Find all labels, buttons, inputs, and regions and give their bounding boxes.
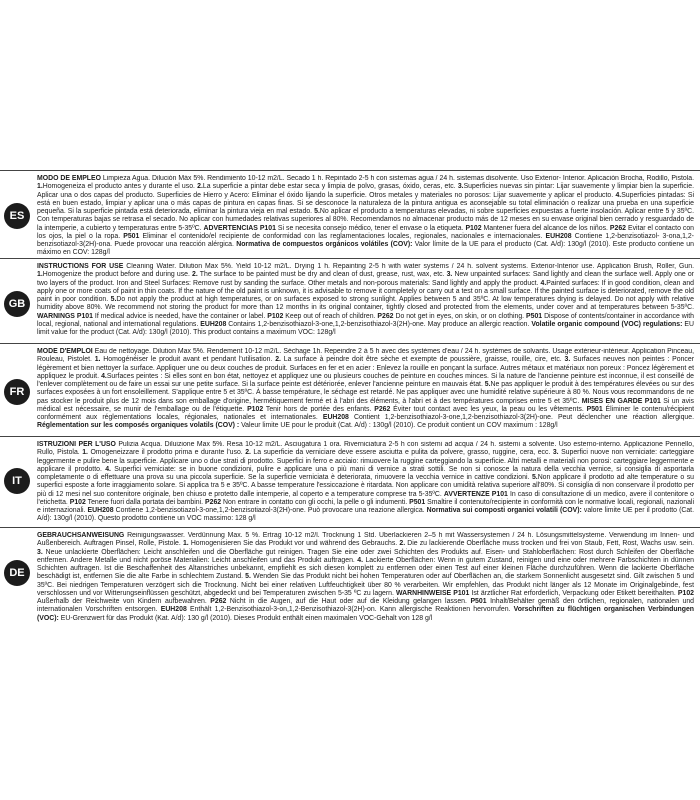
text-run: Reinigungswasser. Verdünnung Max. 5 %. Ertrag 10-12 m2/l. Trocknung 1 Std. Überlackieren 2–5 h mit Wassersystemen / 24 h. Lösungsmittelsysteme. Verwendung im Innen- und Außenbereich. Auftragen Pinsel, Rolle, Pistole.	[37, 532, 694, 548]
text-run: Éliminer le contenu/récipient conformément aux réglementations locales, régionales, nationales et internationales.	[37, 405, 694, 421]
text-run: Homogénéiser le produit avant et pendant l'utilisation.	[100, 356, 276, 364]
bold-text-run: 4.	[540, 279, 547, 287]
section-text-de	[37, 532, 694, 623]
section-gb	[0, 258, 700, 341]
text-run: Superficies nuevas sin pintar: Lijar suavemente y limpiar bien la superficie. Aplicar una o dos capas del producto. Superficies de Hierro y Acero: Eliminar el óxido lijando la superficie. Otros metales y materiales no porosos: Lijar suavemente y aplicar el producto.	[37, 183, 694, 199]
text-run: Homogenisieren Sie das Produkt vor und während des Gebrauchs.	[188, 540, 400, 548]
bold-text-run: P501	[409, 498, 426, 506]
bold-text-run: AVVERTENZE P101	[443, 490, 508, 498]
bold-text-run: P501	[526, 312, 543, 320]
text-run: Lackierte Oberflächen: Wenn in gutem Zustand, reinigen und eine oder mehrere Farbschichten in dünnen Schichten auftragen. Ist die Beschaffenheit des Altanstriches unbekannt, empfiehlt es sich diesen komplett zu entfernen oder einen Test auf einer kleinen Fläche durchzuführen. Wenn die lackierte Oberfläche beschädigt ist, entfernen Sie die alte Farbe in schlechtem Zustand.	[37, 556, 694, 581]
bold-text-run: Réglementation sur les composés organiques volatils (COV) :	[37, 422, 240, 430]
bold-text-run: P501	[123, 232, 140, 240]
bold-text-run: P102	[267, 312, 284, 320]
text-run: In caso di consultazione di un medico, avere il contenitore o l'etichetta.	[37, 490, 694, 506]
section-text-es	[37, 175, 694, 258]
bold-text-run: Normativa sui composti organici volatili (COV):	[426, 507, 582, 514]
text-run: EU-Grenzwert für das Produkt (Kat. A/d): 130 g/l (2010). Dieses Produkt enthält einen maximalen VOC-Gehalt von 128 g/l	[58, 614, 433, 622]
bold-text-run: 4.	[101, 372, 107, 380]
text-run: Neue unlackierte Oberflächen: Leicht anschleifen und die Oberfläche gut reinigen. Tragen Sie eine oder zwei Schichten des Produkts auf. Eisen- und Stahloberflächen: Rost durch Schleifen der Oberfläche entfernen. Andere Metalle und nicht poröse Materialien: Leicht anschleifen und das Produkt auftragen.	[37, 548, 694, 564]
bold-text-run: Volatile organic compound (VOC) regulations:	[531, 320, 683, 328]
section-es	[0, 170, 700, 257]
text-run: Surfaces peintes : Si elles sont en bon état, nettoyez et appliquez une ou plusieurs couches de peinture en couches minces. Si la nature de l'ancienne peinture est inconnue, il est conseillé de l'enlever complètement ou de faire un essai sur une petite surface. Si la surface peinte est détériorée, enlever l'ancienne peinture en mauvais état.	[37, 372, 694, 388]
text-run: Painted surfaces: If in good condition, clean and apply one or more coats of paint in thin coats. If the nature of the old paint is unknown, it is advisable to remove it completely or carry out a test on a small surface. If the painted surface is deteriorated, remove the old paint in poor condition.	[37, 279, 694, 303]
text-run: valore limite UE per il prodotto (Cat. A/d): 130g/l (2010). Questo prodotto contiene un VOC massimo: 128 g/l	[37, 507, 694, 523]
bold-text-run: 2.	[197, 183, 203, 191]
section-fr	[0, 343, 700, 435]
bold-text-run: GEBRAUCHSANWEISUNG	[37, 532, 125, 539]
language-badge-de: DE	[4, 560, 30, 586]
text-run: New unpainted surfaces: Sand lightly and clean the surface well. Apply one or two layers of the product. Iron and Steel Surfaces: Remove rust by sanding the surface. Other metals and non-porous materials: Sand lightly and apply the product.	[37, 271, 694, 287]
bold-text-run: 1.	[94, 356, 101, 364]
bold-text-run: 1.	[37, 183, 43, 191]
bold-text-run: P262	[374, 405, 391, 413]
text-run: Mantener fuera del alcance de los niños.	[481, 224, 610, 232]
text-run: Homogenize the product before and during use.	[42, 271, 193, 279]
text-run: Contains 1,2-benzisothiazol-3-one,1,2-benzisothiazol-3(2H)-one. May produce an allergic reaction.	[226, 320, 532, 328]
section-text-fr	[37, 348, 694, 431]
text-run: Cleaning Water. Dilution Max 5%. Yield 10-12 m2/L. Drying 1 h. Repainting 2-5 h with water systems / 24 h. solvent systems. Exterior-Interior use. Application Brush, Roller, Gun.	[123, 263, 694, 270]
text-run: La surface à peindre doit être sèche et exempte de poussière, graisse, rouille, cire, etc.	[280, 356, 565, 364]
section-text-it	[37, 441, 694, 524]
text-run: Limpieza Agua. Dilución Máx 5%. Rendimiento 10-12 m2/L. Secado 1 h. Repintado 2-5 h con sistemas agua / 24 h. sistemas disolvente. Uso Exterior- Interior. Aplicación Brocha, Rodillo, Pistola.	[100, 175, 694, 182]
text-run: Contient 1,2-benzisothiazol-3-one,1,2-benzisothiazol-3(2H)-one. Peut déclencher une réaction allergique.	[348, 414, 694, 421]
bold-text-run: MODO DE EMPLEO	[37, 175, 101, 182]
text-run: EU limit value for the product (Cat. A/d): 130g/l (2010). This product contains a maximum VOC: 128g/l	[37, 320, 694, 336]
bold-text-run: P262	[377, 312, 394, 320]
section-text-gb	[37, 263, 694, 337]
language-badge-it: IT	[4, 468, 30, 494]
bold-text-run: 4.	[105, 465, 111, 473]
bold-text-run: 2.	[245, 449, 251, 457]
bold-text-run: ADVERTENCIAS P101	[203, 224, 276, 232]
text-run: Eau de nettoyage. Dilution Max 5%. Rendement 10-12 m2/L. Séchage 1h. Repeindre 2 à 5 h avec des systèmes d'eau / 24 h. systèmes de solvants. Usage extérieur-intérieur. Application Pinceau, Rouleau, Pistolet.	[37, 348, 694, 364]
bold-text-run: 1.	[182, 540, 189, 548]
text-run: Tenere fuori dalla portata dei bambini.	[85, 498, 206, 506]
text-run: The surface to be painted must be dry and clean of dust, grease, rust, wax, etc.	[197, 271, 447, 279]
bold-text-run: P262	[609, 224, 626, 232]
text-run: Omogeneizzare il prodotto prima e durante l'uso.	[87, 449, 246, 457]
bold-text-run: 3.	[446, 271, 453, 279]
bold-text-run: P501	[470, 598, 487, 605]
bold-text-run: 3.	[564, 356, 571, 364]
text-run: Pulizia Acqua. Diluizione Max 5%. Resa 10-12 m2/L. Asciugatura 1 ora. Riverniciatura 2-5 h con sistemi ad acqua / 24 h. sistemi a solvente. Uso esterno-interno. Applicazione Pennello, Rullo, Pistola.	[37, 441, 694, 457]
bold-text-run: 1.	[82, 449, 88, 457]
text-run: If medical advice is needed, have the container or label.	[92, 312, 268, 320]
bold-text-run: EUH208	[160, 606, 187, 614]
bold-text-run: P501	[586, 405, 603, 413]
bold-text-run: 2.	[192, 271, 198, 279]
text-run: Nicht in die Augen, auf die Haut oder auf die Kleidung gelangen lassen.	[226, 598, 471, 605]
text-run: Contiene 1,2-benzisotiazol-3-one,1,2-benzisotiazol-3(2H)-one. Può provocare una reazione allergica.	[113, 507, 427, 514]
text-run: Valor límite de la UE para el producto (Cat. A/d): 130g/l (2010). Este producto contiene un máximo en COV: 128g/l	[37, 241, 694, 257]
text-run: Die zu lackierende Oberfläche muss trocken und frei von Staub, Fett, Rost, Wachs usw. sein.	[405, 540, 694, 548]
text-run: Inhalt/Behälter gemäß den örtlichen, regionalen, nationalen und internationalen Vorschriften entsorgen.	[37, 598, 694, 614]
text-run: Do not apply the product at high temperatures, or on surfaces exposed to strong sunlight. Applies between 5 and 35ºC. At low temperatures drying is delayed. Do not apply with relative humidity above 80%. We recommend not storing the product for more than 12 months in its original container, tightly closed and protected from the elements, under cover and at temperatures between 5-35ºC.	[37, 296, 694, 312]
bold-text-run: 3.	[552, 449, 559, 457]
text-run: Éviter tout contact avec les yeux, la peau ou les vêtements.	[390, 405, 587, 413]
bold-text-run: 5.	[314, 208, 320, 215]
bold-text-run: EUH208	[200, 320, 227, 328]
text-run: Ist ärztlicher Rat erforderlich, Verpackung oder Etikett bereithalten.	[469, 589, 678, 597]
text-run: La superficie da verniciare deve essere asciutta e pulita da polvere, grasso, ruggine, cera, ecc.	[250, 449, 553, 457]
text-run: Do not get in eyes, on skin, or on clothing.	[393, 312, 527, 320]
text-run: Dispose of contents/container in accordance with local, regional, national and international regulations.	[37, 312, 694, 328]
text-run: Superfici nuove non verniciate: carteggiare leggermente e pulire bene la superficie. Applicare uno o due strati di prodotto. Superfici in ferro e acciaio: rimuovere la ruggine carteggiando la superficie. Altri metalli e materiali non porosi: carteggiare leggermente e applicare il prodotto.	[37, 449, 694, 473]
bold-text-run: 2.	[399, 540, 406, 548]
text-run: Contiene 1,2-benzisotiazol- 3-ona,1,2-benzisotiazol-3(2H)-ona. Puede provocar una reacción alérgica.	[37, 232, 694, 248]
bold-text-run: 5.	[110, 296, 117, 303]
bold-text-run: P102	[247, 405, 264, 413]
bold-text-run: Vorschriften zu flüchtigen organischen Verbindungen (VOC):	[37, 606, 694, 622]
text-run: Evitar el contacto con los ojos, la piel o la ropa.	[37, 224, 694, 240]
bold-text-run: ISTRUZIONI PER L'USO	[37, 441, 116, 448]
text-run: No aplicar el producto a temperaturas elevadas, ni sobre superficies expuestas a fuerte insolación. Aplicar entre 5 y 35ºC. Con temperaturas bajas se retrasa el secado. No aplicar con humedades relativas superiores al 80%. Recomendamos no almacenar producto más de 12 meses en su envase original bien cerrado y resguardado de la intemperie, a cubierto y temperaturas entre 5-35ºC.	[37, 208, 694, 232]
text-run: Außerhalb der Reichweite von Kindern aufbewahren.	[37, 598, 211, 605]
language-badge-fr: FR	[4, 379, 30, 405]
bold-text-run: WARNINGS P101	[37, 312, 93, 320]
bold-text-run: 5.	[245, 573, 251, 581]
text-run: Non entrare in contatto con gli occhi, la pelle o gli indumenti.	[221, 498, 410, 506]
bold-text-run: 1.	[37, 271, 43, 279]
bold-text-run: EUH208	[87, 507, 114, 514]
bold-text-run: P102	[677, 589, 694, 597]
text-run: Ne pas appliquer le produit à des températures élevées ou sur des surfaces exposées à un fort ensoleillement. S'applique entre 5 et 35ºC. À basse température, le séchage est retardé. Ne pas appliquer avec une humidité relative supérieure à 80 %. Nous vous recommandons de ne pas stocker le produit plus de 12 mois dans son emballage d'origine, hermétiquement fermé et à l'abri des éléments, à l'abri et à des températures comprises entre 5 et 35ºC.	[37, 381, 694, 405]
bold-text-run: P262	[205, 498, 222, 506]
text-run: Homogeneiza el producto antes y durante el uso.	[42, 183, 198, 191]
bold-text-run: P262	[210, 598, 227, 605]
text-run: Tenir hors de portée des enfants.	[263, 405, 375, 413]
bold-text-run: 3.	[457, 183, 464, 191]
text-run: Si se necesita consejo médico, tener el envase o la etiqueta.	[275, 224, 466, 232]
bold-text-run: 4.	[615, 191, 622, 199]
bold-text-run: Normativa de compuestos orgánicos volátiles (COV):	[236, 241, 413, 248]
text-run: Surfaces neuves non peintes : Poncer légèrement et bien nettoyer la surface. Appliquer une ou deux couches de produit. Surfaces en fer et en acier : Enlevez la rouille en ponçant la surface. Autres métaux et matériaux non poreux : Poncez légèrement et appliquez le produit.	[37, 356, 694, 380]
text-run: La superficie a pintar debe estar seca y limpia de polvo, grasas, óxido, ceras, etc.	[202, 183, 458, 191]
bold-text-run: P102	[465, 224, 482, 232]
bold-text-run: INSTRUCTIONS FOR USE	[37, 263, 124, 270]
bold-text-run: 3.	[37, 548, 43, 556]
text-run: Si un avis médical est nécessaire, se munir de l'emballage ou de l'étiquette.	[37, 397, 694, 413]
bold-text-run: MISES EN GARDE P101	[581, 397, 661, 405]
language-badge-es: ES	[4, 203, 30, 229]
text-run: Smaltire il contenuto/recipiente in conformità con le normative locali, regionali, nazionali e internazionali.	[37, 498, 694, 514]
bold-text-run: WARNHINWEISE P101	[396, 589, 470, 597]
text-run: Eliminar el contenido/el recipiente de conformidad con las reglamentaciones locales, regionales, nacionales e internacionales.	[139, 232, 546, 240]
text-run: Superfici verniciate: se in buone condizioni, pulire e applicare una o più mani di vernice a strati sottili. Se non si conosce la natura della vecchia vernice, si consiglia di asportarla completamente o di effettuare una prova su una piccola superficie. Se la superficie verniciata è deteriorata, rimuovere la vecchia vernice in cattive condizioni.	[37, 465, 694, 481]
bold-text-run: 5.	[531, 474, 538, 481]
text-run: Superficies pintadas: Si está en buen estado, limpiar y aplicar una o más capas de pintura en capas finas. Si se desconoce la naturaleza de la pintura antigua es aconsejable su total eliminación o realizar una prueba en una superficie pequeña. Si la superficie pintada está deteriorada, eliminar la pintura vieja en mal estado.	[37, 191, 694, 215]
bold-text-run: 4.	[357, 556, 364, 564]
bold-text-run: EUH208	[322, 414, 349, 421]
bold-text-run: 2.	[275, 356, 281, 364]
bold-text-run: MODE D'EMPLOI	[37, 348, 93, 355]
text-run: Non applicare il prodotto ad alte temperature o su superfici esposte a forte irraggiamento solare. Si applica tra 5 e 35ºC. A basse temperature l'essiccazione è ritardata. Non applicare con umidità relativa superiore all'80%. Si consiglia di non conservare il prodotto per più di 12 mesi nel suo contenitore originale, ben chiuso e protetto dalle intemperie, al coperto e a temperature comprese tra 5-35ºC.	[37, 474, 694, 498]
text-run: Wenden Sie das Produkt nicht bei hohen Temperaturen oder auf Oberflächen an, die starkem Sonnenlicht ausgesetzt sind. Gilt zwischen 5 und 35ºC. Bei niedrigen Temperaturen verzögert sich die Trocknung. Nicht bei einer relativen Luftfeuchtigkeit über 80 % verarbeiten. Wir empfehlen, das Produkt nicht länger als 12 Monate im Originalgebinde, fest verschlossen und vor Witterungseinflüssen geschützt, abgedeckt und bei Temperaturen zwischen 5-35 ºC zu lagern.	[37, 573, 694, 597]
section-it	[0, 436, 700, 526]
bold-text-run: P102	[69, 498, 86, 506]
text-run: Keep out of reach of children.	[283, 312, 378, 320]
text-run: Enthält 1,2-Benzisothiazol-3-on,1,2-Benzisothiazol-3(2H)-on. Kann allergische Reaktionen hervorrufen.	[186, 606, 514, 614]
section-de	[0, 527, 700, 624]
language-badge-gb: GB	[4, 291, 30, 317]
text-run: Valeur limite UE pour le produit (Cat. A/d) : 130g/l (2010). Ce produit contient un COV maximum : 128g/l	[239, 422, 558, 430]
bold-text-run: 5.	[484, 381, 491, 388]
bold-text-run: EUH208	[545, 232, 572, 240]
